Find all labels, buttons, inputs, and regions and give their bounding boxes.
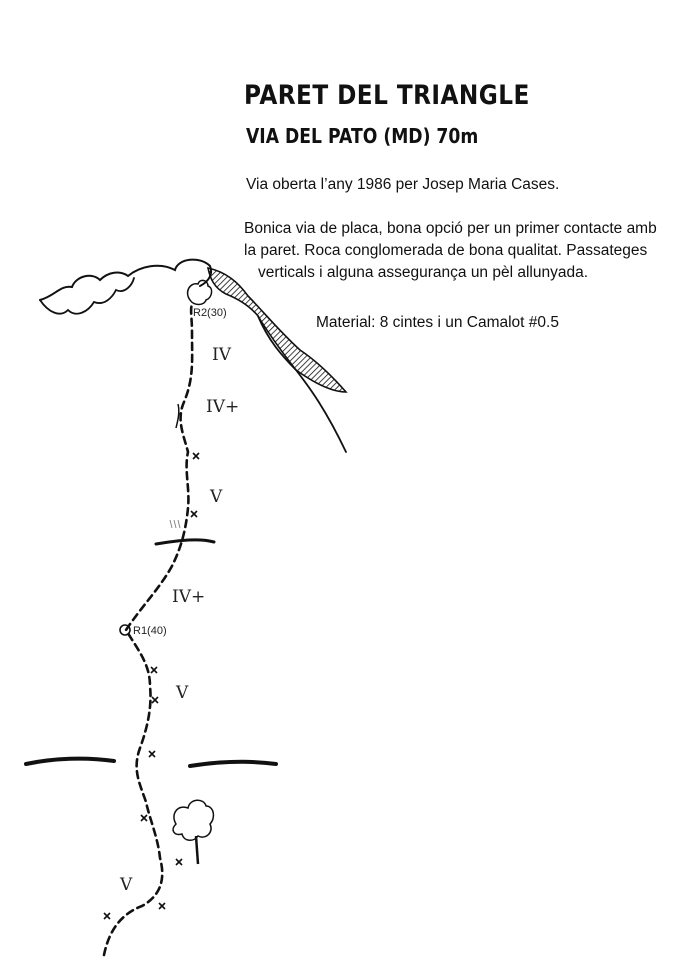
description-line: la paret. Roca conglomerada de bona qualitat. Passateges [244,242,648,259]
crux-mark [176,404,179,428]
grade-label: IV+ [172,587,206,607]
description-line: Bonica via de placa, bona opció per un primer contacte amb [244,220,657,237]
route-subtitle: VIA DEL PATO (MD) 70m [246,124,479,148]
summit-outline [40,260,211,300]
crux-mark [170,520,180,528]
ledge-2-right [190,762,276,766]
grade-label: IV [212,345,231,365]
grade-label: V [210,487,223,507]
summit-rock-scallops [40,278,134,314]
belay-label-r2: R2(30) [193,307,227,319]
grade-label: IV+ [206,397,240,417]
grade-label: V [176,683,189,703]
description-line: verticals i alguna assegurança un pèl allunyada. [258,264,589,281]
summit-bush-icon [188,280,212,304]
ledge-2-left [26,759,114,764]
route-opened-text: Via oberta l’any 1986 per Josep Maria Cases. [246,176,560,193]
material-text: Material: 8 cintes i un Camalot #0.5 [316,314,559,331]
page-title: PARET DEL TRIANGLE [244,80,530,111]
belay-label-r1: R1(40) [133,625,167,637]
ledge-1 [156,540,214,544]
tree-icon [173,800,213,864]
grade-label: V [120,875,133,895]
